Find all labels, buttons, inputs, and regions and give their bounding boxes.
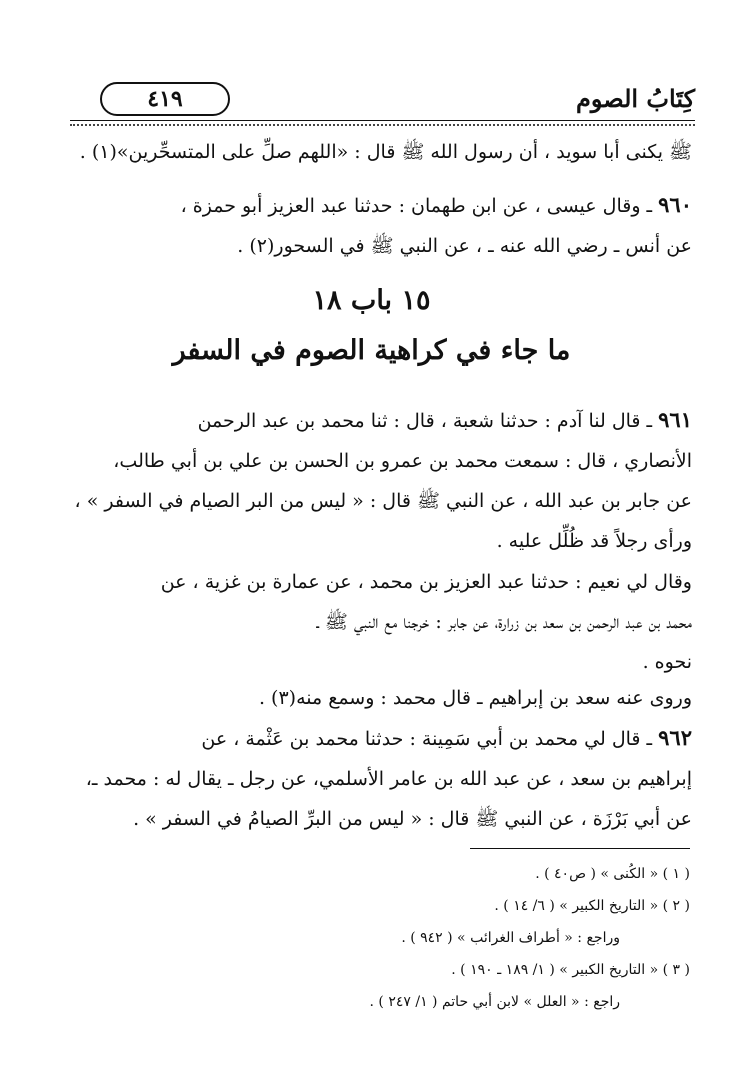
- running-title: كِتَابُ الصوم: [576, 84, 695, 113]
- hadith-line: الأنصاري ، قال : سمعت محمد بن عمرو بن الحسن بن علي بن أبي طالب،: [113, 450, 692, 472]
- footnote-separator: [470, 848, 690, 849]
- hadith-line: عن أبي بَرْزَة ، عن النبي ﷺ قال : « ليس من البرِّ الصيامُ في السفر » .: [133, 808, 692, 830]
- paragraph-line: محمد بن عبد الرحمن بن سعد بن زرارة، عن جابر : خرجنا مع النبي ﷺ ـ: [316, 611, 692, 633]
- hadith-line: عن أنس ـ رضي الله عنه ـ ، عن النبي ﷺ في السحور(٢) .: [237, 235, 692, 257]
- narration-paragraph: [82, 562, 692, 682]
- header-rule: [70, 120, 695, 121]
- hadith-961: [74, 400, 692, 561]
- hadith-line: عن جابر بن عبد الله ، عن النبي ﷺ قال : « ليس من البر الصيام في السفر » ،: [74, 490, 692, 512]
- footnote: وراجع : « أطراف الغرائب » ( ٩٤٢ ) .: [401, 930, 620, 946]
- hadith-line: ورأى رجلاً قد ظُلِّل عليه .: [496, 530, 692, 552]
- header-dotted-rule: [70, 124, 695, 126]
- hadith-number: ٩٦١: [658, 407, 692, 432]
- intro-text: [79, 132, 692, 172]
- hadith-960: [82, 185, 692, 266]
- footnote: ( ١ ) « الكُنى » ( ص٤٠ ) .: [535, 866, 690, 882]
- hadith-line: [82, 718, 692, 759]
- intro-line: ﷺ يكنى أبا سويد ، أن رسول الله ﷺ قال : «اللهم صلِّ على المتسحِّرين»(١) .: [79, 141, 692, 163]
- hadith-number: ٩٦٢: [658, 725, 692, 750]
- paragraph-line: وروى عنه سعد بن إبراهيم ـ قال محمد : وسمع منه(٣) .: [258, 687, 692, 709]
- footnote: ( ٢ ) « التاريخ الكبير » ( ٦/ ١٤ ) .: [494, 898, 690, 914]
- footnote: ( ٣ ) « التاريخ الكبير » ( ١/ ١٨٩ ـ ١٩٠ ) .: [451, 962, 690, 978]
- page-header: [70, 80, 695, 126]
- paragraph-line: وقال لي نعيم : حدثنا عبد العزيز بن محمد ، عن عمارة بن غزية ، عن: [160, 571, 692, 593]
- hadith-962: [82, 718, 692, 839]
- paragraph-line: نحوه .: [642, 651, 692, 673]
- hadith-line: [82, 185, 692, 226]
- page-number: ٤١٩: [100, 82, 230, 116]
- hadith-number: ٩٦٠: [658, 192, 692, 217]
- chapter-title: ما جاء في كراهية الصوم في السفر: [172, 335, 571, 366]
- chapter-number: ١٥ باب ١٨: [312, 285, 431, 316]
- hadith-text: ـ قال لي محمد بن أبي سَمِينة : حدثنا محمد بن عَثْمة ، عن: [201, 728, 653, 750]
- hadith-line: إبراهيم بن سعد ، عن عبد الله بن عامر الأسلمي، عن رجل ـ يقال له : محمد ـ،: [85, 768, 692, 790]
- footnote: راجع : « العلل » لابن أبي حاتم ( ١/ ٢٤٧ ) .: [369, 994, 620, 1010]
- hadith-line: [82, 400, 692, 441]
- hadith-text: ـ وقال عيسى ، عن ابن طهمان : حدثنا عبد العزيز أبو حمزة ،: [180, 195, 653, 217]
- footnotes: [300, 858, 690, 1018]
- narration-paragraph: [82, 678, 692, 718]
- hadith-text: ـ قال لنا آدم : حدثنا شعبة ، قال : ثنا محمد بن عبد الرحمن: [197, 410, 653, 432]
